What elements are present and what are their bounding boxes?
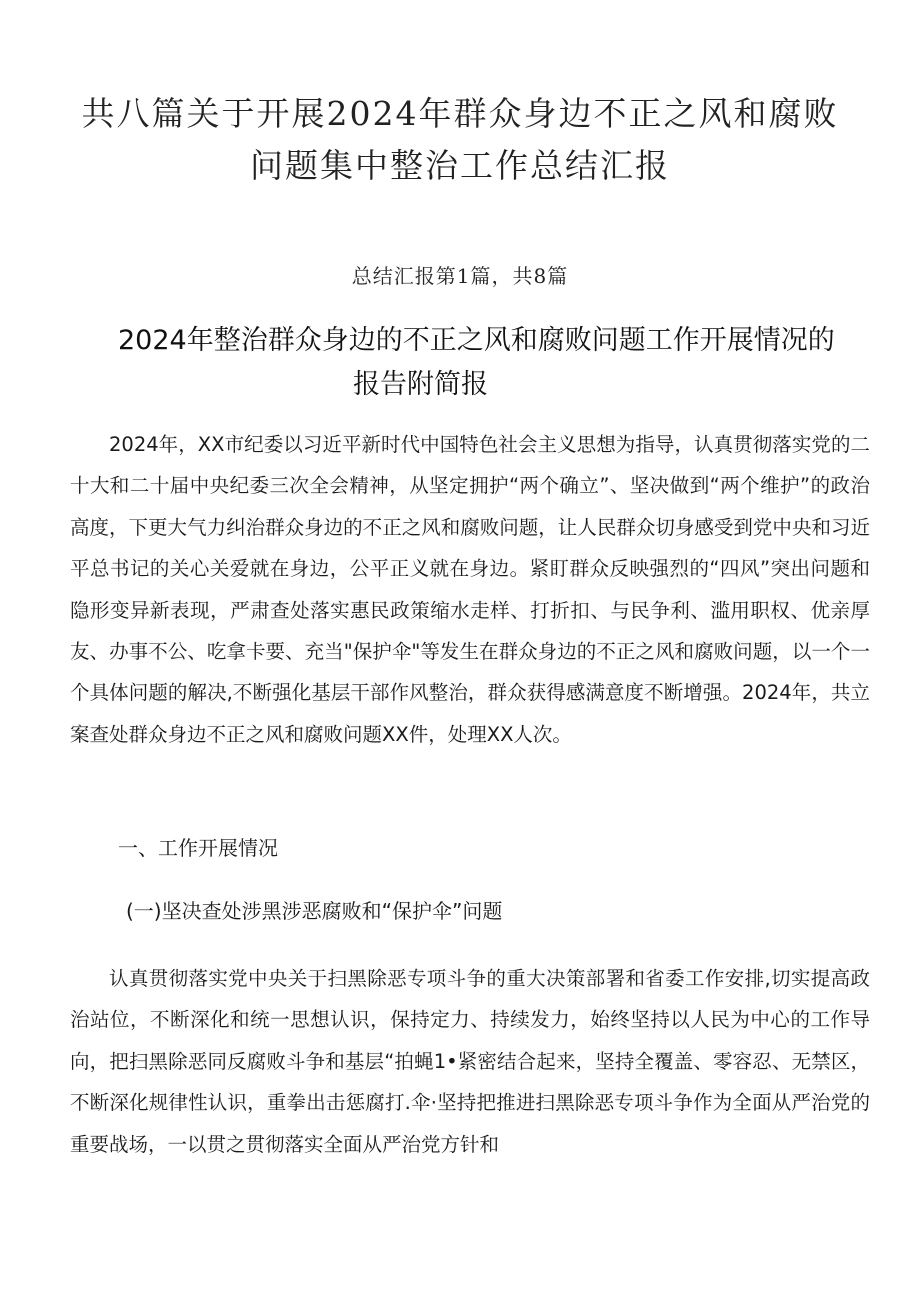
report-title (118, 319, 878, 407)
section-heading: 一、工作开展情况 (118, 836, 278, 860)
part-label: 总结汇报第1篇，共8篇 (351, 264, 569, 288)
subsection-heading: (一)坚决查处涉黑涉恶腐败和“保护伞”问题 (126, 899, 503, 923)
body-paragraph-1: 2024年，XX市纪委以习近平新时代中国特色社会主义思想为指导，认真贯彻落实党的二十大和二十届中央纪委三次全会精神，从坚定拥护“两个确立”、坚决做到“两个维护”的政治高度，下更大气力纠治群众身边的不正之风和腐败问题，让人民群众切身感受到党中央和习近平总书记的关心关爱就在身边，公平正义就在身边。紧盯群众反映强烈的“四风”突出问题和隐形变异新表现，严肃查处落实惠民政策缩水走样、打折扣、与民争利、滥用职权、优亲厚友、办事不公、吃拿卡要、充当"保护伞"等发生在群众身边的不正之风和腐败问题，以一个一个具体问题的解决,不断强化基层干部作风整治，群众获得感满意度不断增强。2024年，共立案查处群众身边不正之风和腐败问题XX件，处理XX人次。 (70, 433, 870, 746)
document-title: 共八篇关于开展2024年群众身边不正之风和腐败问题集中整治工作总结汇报 (81, 94, 839, 185)
report-title-line-2: 报告附简报 (353, 369, 488, 400)
report-title-line-1: 2024年整治群众身边的不正之风和腐败问题工作开展情况的 (118, 325, 835, 356)
body-paragraph-2: 认真贯彻落实党中央关于扫黑除恶专项斗争的重大决策部署和省委工作安排,切实提高政治站位，不断深化和统一思想认识，保持定力、持续发力，始终坚持以人民为中心的工作导向，把扫黑除恶同反腐败斗争和基层“拍蝇1•紧密结合起来，坚持全覆盖、零容忍、无禁区，不断深化规律性认识，重拳出击惩腐打.伞·坚持把推进扫黑除恶专项斗争作为全面从严治党的重要战场，一以贯之贯彻落实全面从严治党方针和 (70, 967, 870, 1156)
